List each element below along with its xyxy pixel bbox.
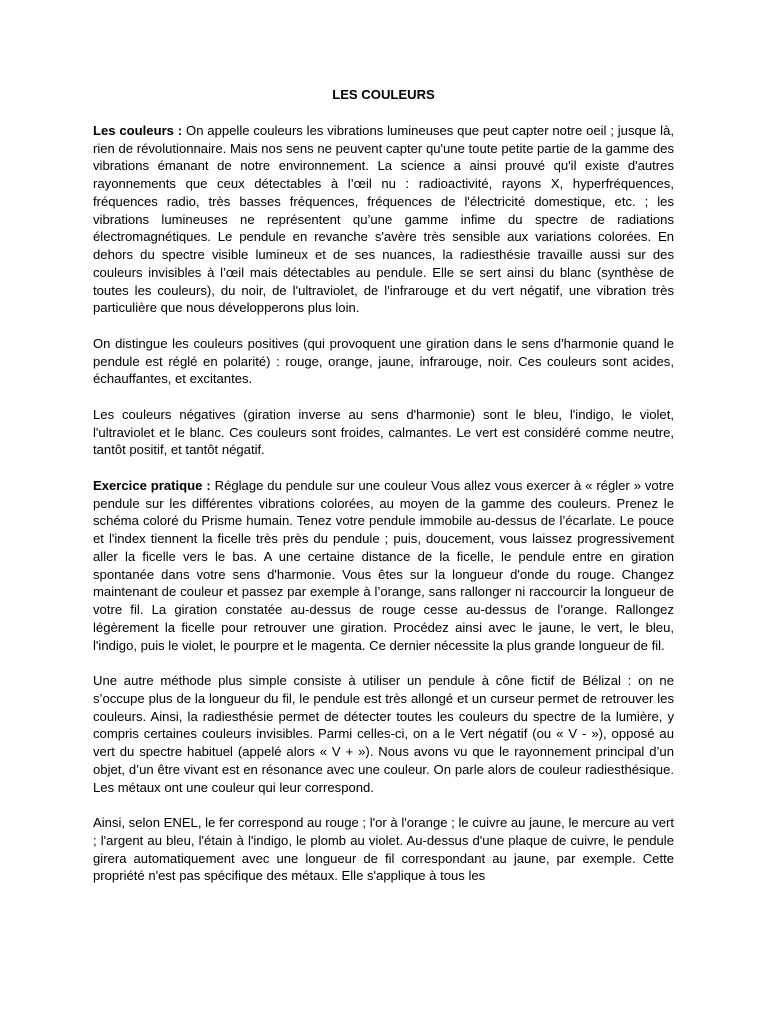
document-page — [93, 86, 674, 903]
paragraph-exercice-pratique — [93, 477, 674, 655]
paragraph-text: Une autre méthode plus simple consiste à utiliser un pendule à cône fictif de Bélizal : on ne s’occupe plus de la longueur du fil, le pendule est très allongé et un curseur permet de retrouver les couleurs. Ainsi, la radiesthésie permet de détecter toutes les couleurs du spectre de la lumière, y compris certaines couleurs invisibles. Parmi celles-ci, on a le Vert négatif (ou « V - »), opposé au vert du spectre habituel (appelé alors « V + »). Nous avons vu que le rayonnement principal d’un objet, d’un être vivant est en résonance avec une couleur. On parle alors de couleur radiesthésique. Les métaux ont une couleur qui leur correspond. — [93, 673, 674, 795]
page-title: LES COULEURS — [332, 87, 435, 102]
paragraph-text: On appelle couleurs les vibrations lumineuses que peut capter notre oeil ; jusque là, rien de révolutionnaire. Mais nos sens ne peuvent capter qu'une toute petite partie de la gamme des vibrations émanant de notre environnement. La science a ainsi prouvé qu'il existe d'autres rayonnements que ceux détectables à l’œil nu : radioactivité, rayons X, hyperfréquences, fréquences radio, très basses fréquences, fréquences de l'électricité domestique, etc. ; les vibrations lumineuses ne représentent qu’une gamme infime du spectre de radiations électromagnétiques. Le pendule en revanche s'avère très sensible aux variations colorées. En dehors du spectre visible lumineux et de ses nuances, la radiesthésie travaille aussi sur des couleurs invisibles à l’œil mais détectables au pendule. Elle se sert ainsi du blanc (synthèse de toutes les couleurs), du noir, de l'ultraviolet, de l'infrarouge et du vert négatif, une vibration très particulière que nous développerons plus loin. — [93, 122, 675, 316]
paragraph-text: Ainsi, selon ENEL, le fer correspond au rouge ; l'or à l'orange ; le cuivre au jaune, le mercure au vert ; l'argent au bleu, l'étain à l'indigo, le plomb au violet. Au-dessus d'une plaque de cuivre, le pendule girera automatiquement avec une longueur de fil correspondant au jaune, par exemple. Cette propriété n'est pas spécifique des métaux. Elle s'applique à tous les — [93, 815, 674, 884]
paragraph-text: On distingue les couleurs positives (qui provoquent une giration dans le sens d'harmonie quand le pendule est réglé en polarité) : rouge, orange, jaune, infrarouge, noir. Ces couleurs sont acides, échauffantes, et excitantes. — [93, 335, 674, 387]
paragraph-metaux — [93, 814, 674, 885]
paragraph-autre-methode — [93, 672, 674, 796]
paragraph-text: Les couleurs négatives (giration inverse au sens d'harmonie) sont le bleu, l'indigo, le violet, l'ultraviolet et le blanc. Ces couleurs sont froides, calmantes. Le vert est considéré comme neutre, tantôt positif, et tantôt négatif. — [93, 406, 674, 458]
paragraph-label: Les couleurs : — [93, 122, 183, 138]
paragraph-couleurs — [93, 122, 674, 317]
paragraph-couleurs-positives — [93, 335, 674, 388]
paragraph-text: Réglage du pendule sur une couleur Vous allez vous exercer à « régler » votre pendule sur les différentes vibrations colorées, au moyen de la gamme des couleurs. Prenez le schéma coloré du Prisme humain. Tenez votre pendule immobile au-dessus de l’écarlate. Le pouce et l'index tiennent la ficelle très près du pendule ; puis, doucement, vous laissez progressivement aller la ficelle vers le bas. A une certaine distance de la ficelle, le pendule entre en giration spontanée dans votre sens d'harmonie. Vous êtes sur la longueur d'onde du rouge. Changez maintenant de couleur et passez par exemple à l’orange, sans rallonger ni raccourcir la longueur de votre fil. La giration constatée au-dessus de rouge cesse au-dessus de l’orange. Rallongez légèrement la ficelle pour retrouver une giration. Procédez ainsi avec le jaune, le vert, le bleu, l'indigo, puis le violet, le pourpre et le magenta. Ce dernier nécessite la plus grande longueur de fil. — [93, 477, 674, 653]
paragraph-couleurs-negatives — [93, 406, 674, 459]
paragraph-label: Exercice pratique : — [93, 477, 211, 493]
